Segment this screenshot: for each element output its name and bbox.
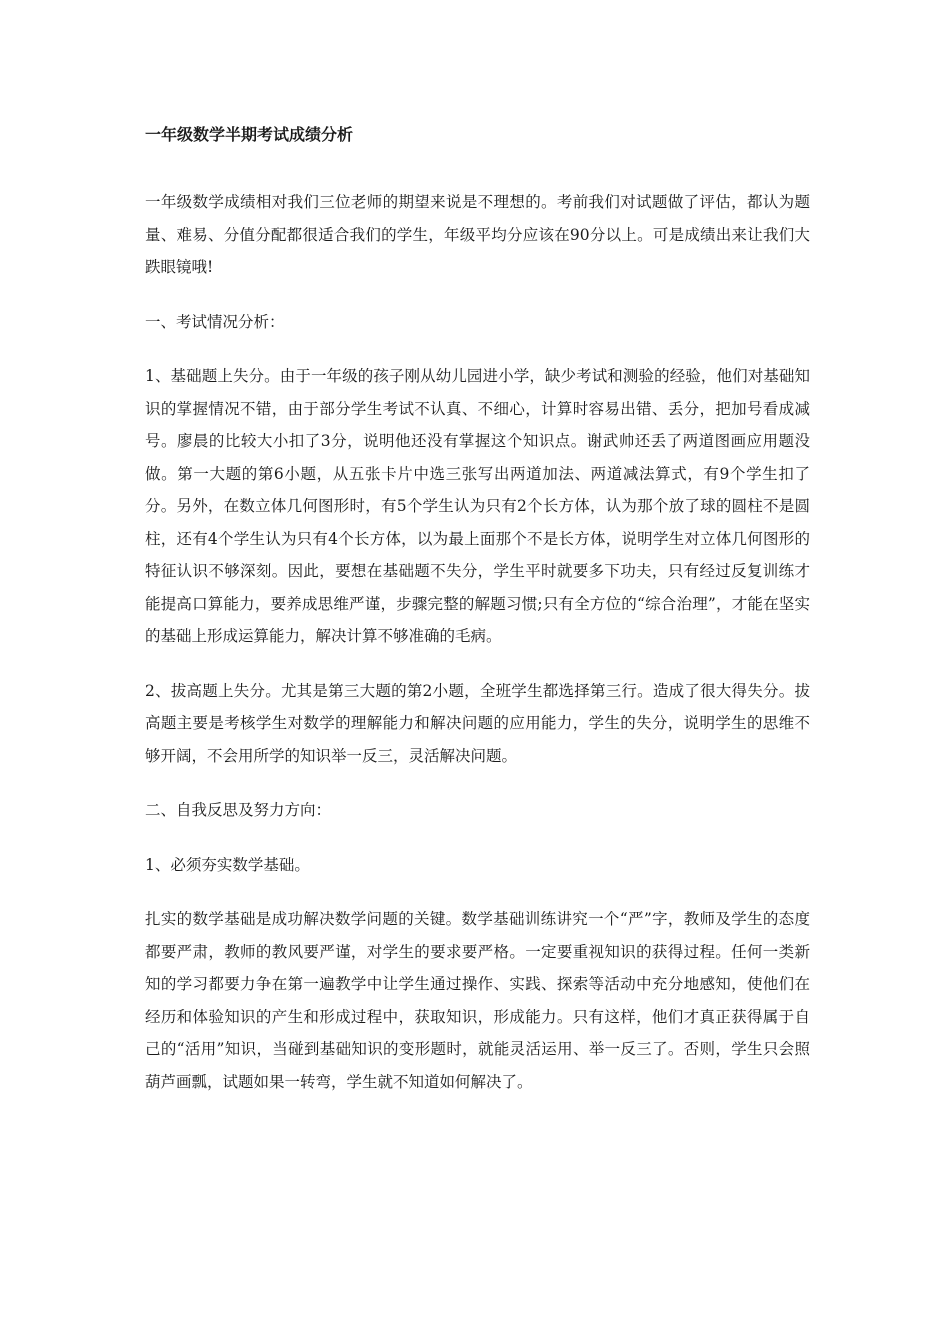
foundation-paragraph: 扎实的数学基础是成功解决数学问题的关键。数学基础训练讲究一个“严”字，教师及学生的态度都要严肃，教师的教风要严谨，对学生的要求要严格。一定要重视知识的获得过程。任何一类新知的学习都要力争在第一遍教学中让学生通过操作、实践、探索等活动中充分地感知，使他们在经历和体验知识的产生和形成过程中，获取知识，形成能力。只有这样，他们才真正获得属于自己的“活用”知识，当碰到基础知识的变形题时，就能灵活运用、举一反三了。否则，学生只会照葫芦画瓢，试题如果一转弯，学生就不知道如何解决了。 — [145, 910, 810, 1091]
section-heading-1: 一、考试情况分析： — [145, 312, 285, 331]
document-page — [145, 122, 810, 1120]
advanced-questions-paragraph: 2、拔高题上失分。尤其是第三大题的第2小题，全班学生都选择第三行。造成了很大得失分。拔高题主要是考核学生对数学的理解能力和解决问题的应用能力，学生的失分，说明学生的思维不够开阔，不会用所学的知识举一反三，灵活解决问题。 — [145, 681, 810, 765]
document-title: 一年级数学半期考试成绩分析 — [145, 125, 354, 144]
basic-questions-paragraph: 1、基础题上失分。由于一年级的孩子刚从幼儿园进小学，缺少考试和测验的经验，他们对基础知识的掌握情况不错，由于部分学生考试不认真、不细心，计算时容易出错、丢分，把加号看成减号。廖晨的比较大小扣了3分，说明他还没有掌握这个知识点。谢武帅还丢了两道图画应用题没做。第一大题的第6小题，从五张卡片中选三张写出两道加法、两道减法算式，有9个学生扣了分。另外，在数立体几何图形时，有5个学生认为只有2个长方体，认为那个放了球的圆柱不是圆柱，还有4个学生认为只有4个长方体，以为最上面那个不是长方体，说明学生对立体几何图形的特征认识不够深刻。因此，要想在基础题不失分，学生平时就要多下功夫，只有经过反复训练才能提高口算能力，要养成思维严谨，步骤完整的解题习惯;只有全方位的“综合治理”，才能在坚实的基础上形成运算能力，解决计算不够准确的毛病。 — [145, 367, 810, 645]
section-heading-2: 二、自我反思及努力方向： — [145, 801, 332, 819]
subheading-1: 1、必须夯实数学基础。 — [145, 855, 310, 874]
intro-paragraph: 一年级数学成绩相对我们三位老师的期望来说是不理想的。考前我们对试题做了评估，都认为题量、难易、分值分配都很适合我们的学生，年级平均分应该在90分以上。可是成绩出来让我们大跌眼镜哦! — [145, 193, 810, 276]
